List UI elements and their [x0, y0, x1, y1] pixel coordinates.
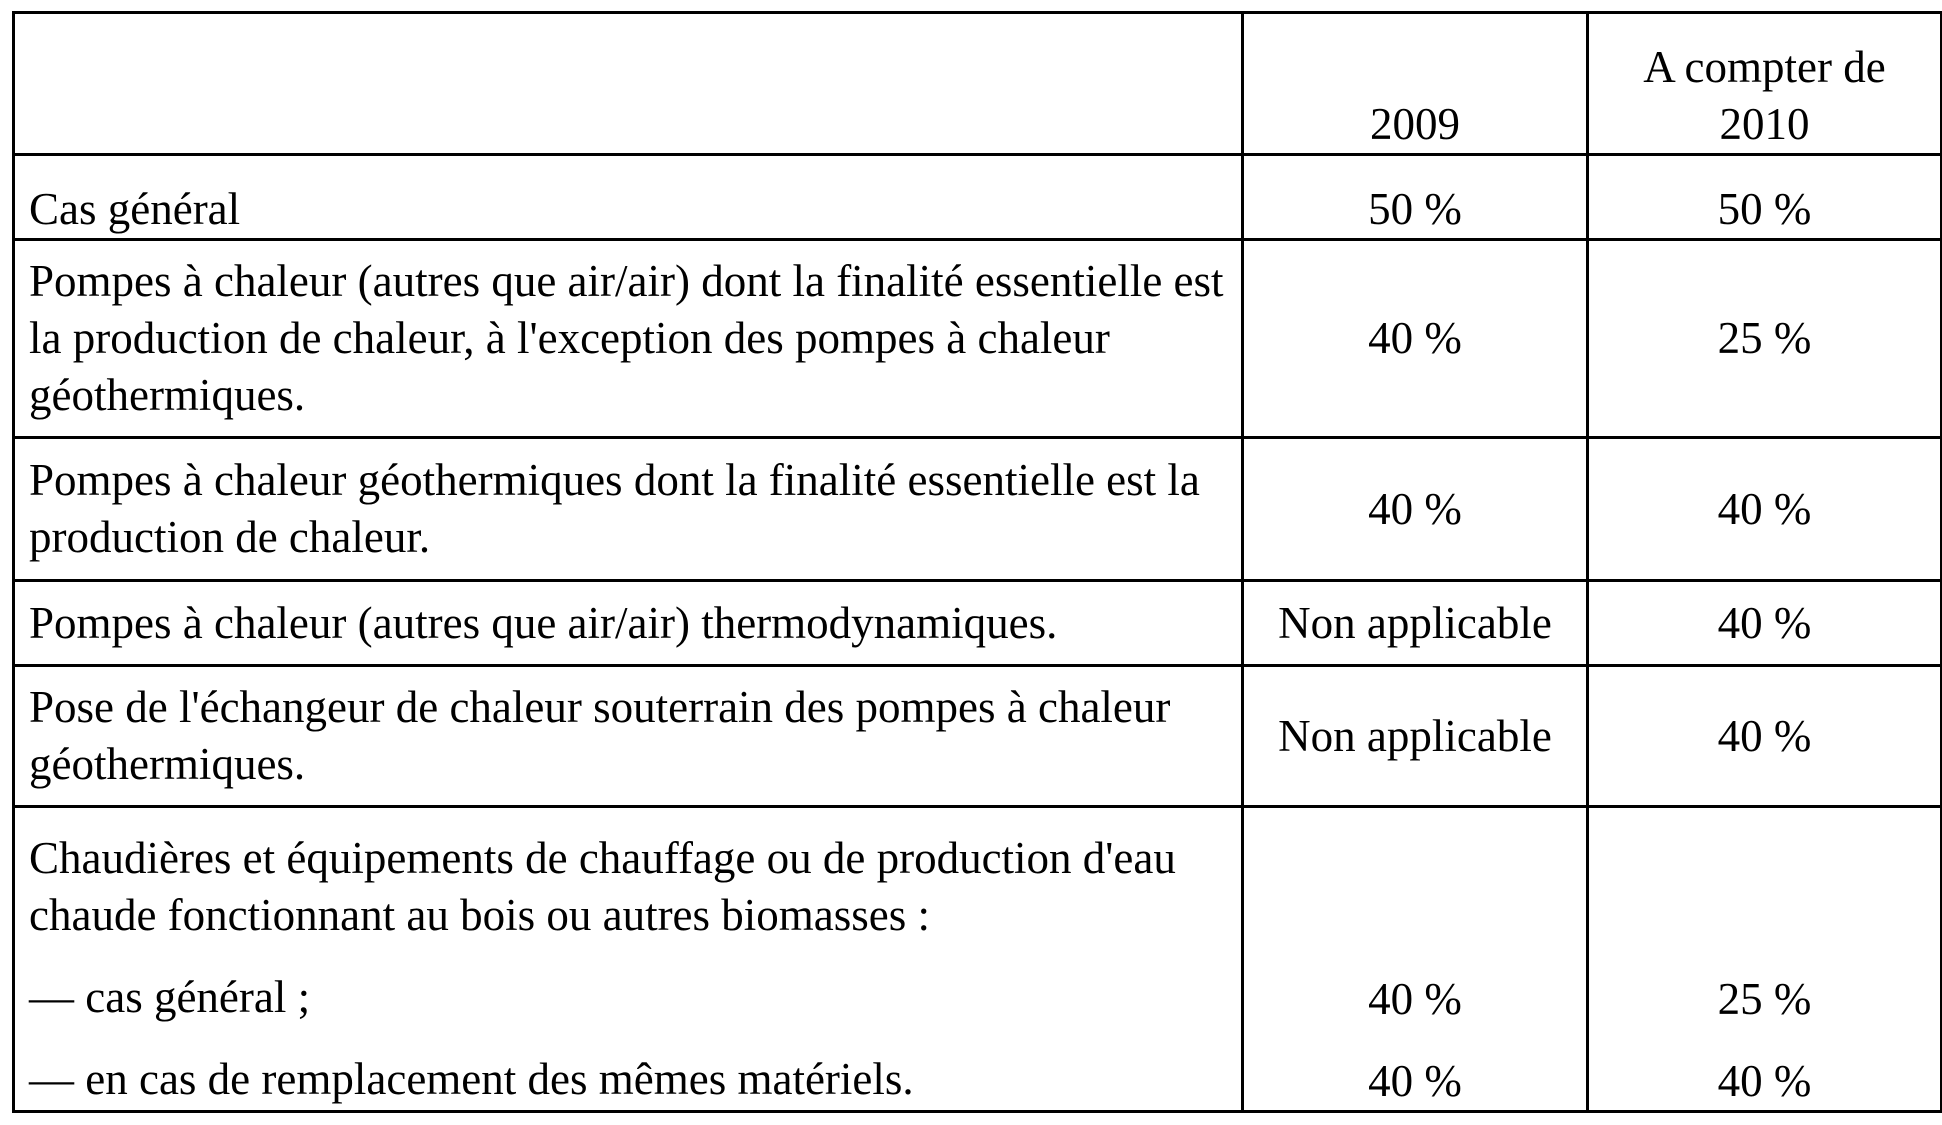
rate-2010: 40 %: [1717, 1056, 1812, 1106]
rate-2009: 40 %: [1243, 240, 1588, 438]
table-row: [14, 240, 1942, 438]
rate-2010: 25 %: [1717, 974, 1812, 1024]
row-label: Chaudières et équipements de chauffage ou de production d'eau chaude fonctionnant au bois ou autres biomasses :: [29, 833, 1176, 940]
rate-2010: 40 %: [1588, 438, 1942, 581]
subrow-label: — cas général ;: [29, 972, 311, 1022]
rate-2009: 40 %: [1368, 1056, 1462, 1106]
row-label: Pompes à chaleur géothermiques dont la finalité essentielle est la production de chaleur.: [14, 438, 1243, 581]
rate-2009: Non applicable: [1243, 581, 1588, 666]
rate-2009: 50 %: [1243, 155, 1588, 240]
rate-2010: 50 %: [1588, 155, 1942, 240]
rates-table: [12, 11, 1942, 1113]
biomass-2010-cell: [1588, 807, 1942, 1112]
header-cell-empty: [14, 13, 1243, 155]
rate-2009: Non applicable: [1243, 666, 1588, 807]
table-row: [14, 666, 1942, 807]
row-label: Cas général: [14, 155, 1243, 240]
table-header-row: [14, 13, 1942, 155]
subrow-label: — en cas de remplacement des mêmes matériels.: [29, 1054, 914, 1104]
row-label: Pose de l'échangeur de chaleur souterrain des pompes à chaleur géothermiques.: [14, 666, 1243, 807]
header-cell-2009: 2009: [1243, 13, 1588, 155]
rate-2010: 25 %: [1588, 240, 1942, 438]
biomass-2009-cell: [1243, 807, 1588, 1112]
row-label: Pompes à chaleur (autres que air/air) dont la finalité essentielle est la production de chaleur, à l'exception des pompes à chaleur géothermiques.: [14, 240, 1243, 438]
rate-2009: 40 %: [1243, 438, 1588, 581]
table-row: [14, 807, 1942, 1112]
table-row: [14, 581, 1942, 666]
row-label: Pompes à chaleur (autres que air/air) thermodynamiques.: [14, 581, 1243, 666]
rate-2010: 40 %: [1588, 666, 1942, 807]
rate-2009: 40 %: [1368, 974, 1462, 1024]
table-row: [14, 438, 1942, 581]
biomass-row-cell: [14, 807, 1243, 1112]
table-row: [14, 155, 1942, 240]
rate-2010: 40 %: [1588, 581, 1942, 666]
header-cell-from-2010: A compter de 2010: [1588, 13, 1942, 155]
